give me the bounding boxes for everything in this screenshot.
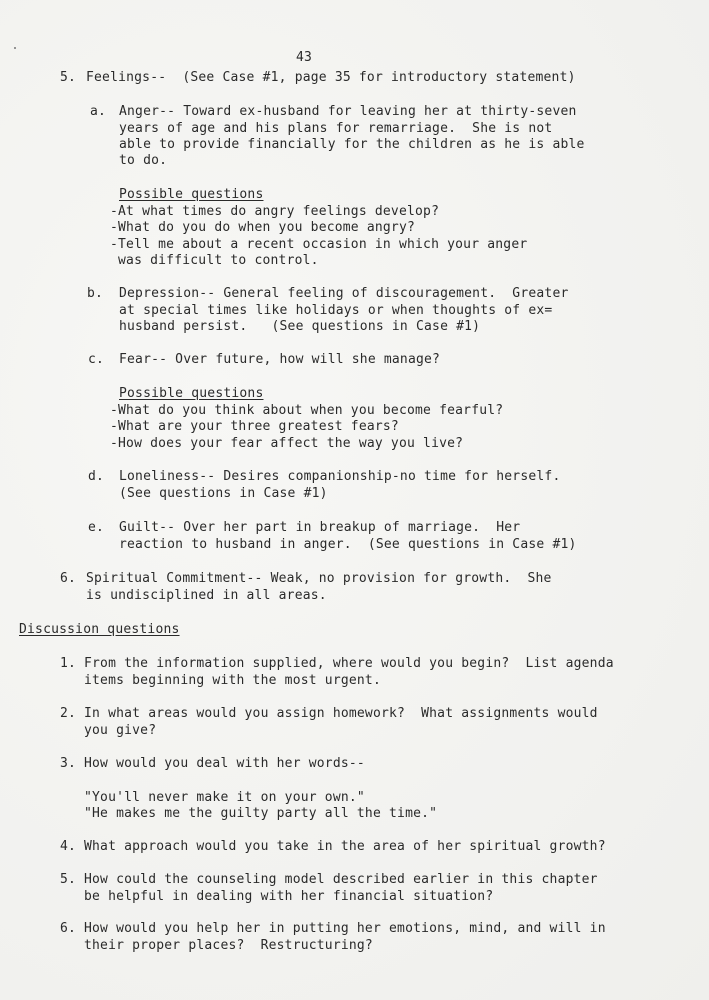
item5b-line-3: husband persist. (See questions in Case #1) [119, 319, 481, 334]
item5e-line-2: reaction to husband in anger. (See questions in Case #1) [119, 537, 577, 552]
item5a-line-4: to do. [119, 153, 168, 168]
item5-number: 5. [60, 70, 77, 85]
discussion-heading: Discussion questions [19, 622, 180, 637]
q6-line-1: How would you help her in putting her emotions, mind, and will in [84, 921, 606, 936]
item5a-question-3: -Tell me about a recent occasion in which your anger [110, 237, 528, 252]
q2-line-2: you give? [84, 723, 157, 738]
item5c-question-2: -What are your three greatest fears? [110, 419, 399, 434]
item5a-question-4: was difficult to control. [110, 253, 319, 268]
item6-number: 6. [60, 571, 77, 586]
item5b-letter: b. [87, 286, 104, 301]
q6-line-2: their proper places? Restructuring? [84, 938, 373, 953]
q2-line-1: In what areas would you assign homework? What assignments would [84, 706, 598, 721]
item5e-letter: e. [88, 520, 105, 535]
q3-quote-1: "You'll never make it on your own." [84, 790, 365, 805]
item5c-question-3: -How does your fear affect the way you live? [110, 436, 464, 451]
item5a-line-3: able to provide financially for the children as he is able [119, 137, 585, 152]
q3-quote-2: "He makes me the guilty party all the time." [84, 806, 438, 821]
item5c-questions-label: Possible questions [119, 386, 264, 401]
item5b-line-1: Depression-- General feeling of discouragement. Greater [119, 286, 569, 301]
q1-line-1: From the information supplied, where would you begin? List agenda [84, 656, 614, 671]
item5a-question-1: -At what times do angry feelings develop? [110, 204, 440, 219]
item5a-line-1: Anger-- Toward ex-husband for leaving her at thirty-seven [119, 104, 577, 119]
item6-line-1: Spiritual Commitment-- Weak, no provision for growth. She [86, 571, 552, 586]
item5d-line-1: Loneliness-- Desires companionship-no time for herself. [119, 469, 561, 484]
item5a-line-2: years of age and his plans for remarriage. She is not [119, 121, 553, 136]
item5d-line-2: (See questions in Case #1) [119, 486, 328, 501]
item5d-letter: d. [88, 469, 105, 484]
item5a-questions-label: Possible questions [119, 187, 264, 202]
item5b-line-2: at special times like holidays or when thoughts of ex= [119, 303, 553, 318]
q5-number: 5. [60, 872, 77, 887]
item5-heading: Feelings-- (See Case #1, page 35 for introductory statement) [86, 70, 576, 85]
q4-number: 4. [60, 839, 77, 854]
q2-number: 2. [60, 706, 77, 721]
q1-line-2: items beginning with the most urgent. [84, 673, 381, 688]
item5a-question-2: -What do you do when you become angry? [110, 220, 416, 235]
q5-line-2: be helpful in dealing with her financial situation? [84, 889, 494, 904]
q6-number: 6. [60, 921, 77, 936]
item5c-letter: c. [88, 352, 105, 367]
scan-speck [14, 47, 16, 49]
q5-line-1: How could the counseling model described earlier in this chapter [84, 872, 598, 887]
item5c-question-1: -What do you think about when you become fearful? [110, 403, 504, 418]
q4-line-1: What approach would you take in the area of her spiritual growth? [84, 839, 606, 854]
item5c-line-1: Fear-- Over future, how will she manage? [119, 352, 441, 367]
item6-line-2: is undisciplined in all areas. [86, 588, 327, 603]
item5a-letter: a. [90, 104, 107, 119]
q3-number: 3. [60, 756, 77, 771]
page-number: 43 [296, 50, 313, 65]
q1-number: 1. [60, 656, 77, 671]
q3-line-1: How would you deal with her words-- [84, 756, 365, 771]
item5e-line-1: Guilt-- Over her part in breakup of marriage. Her [119, 520, 521, 535]
